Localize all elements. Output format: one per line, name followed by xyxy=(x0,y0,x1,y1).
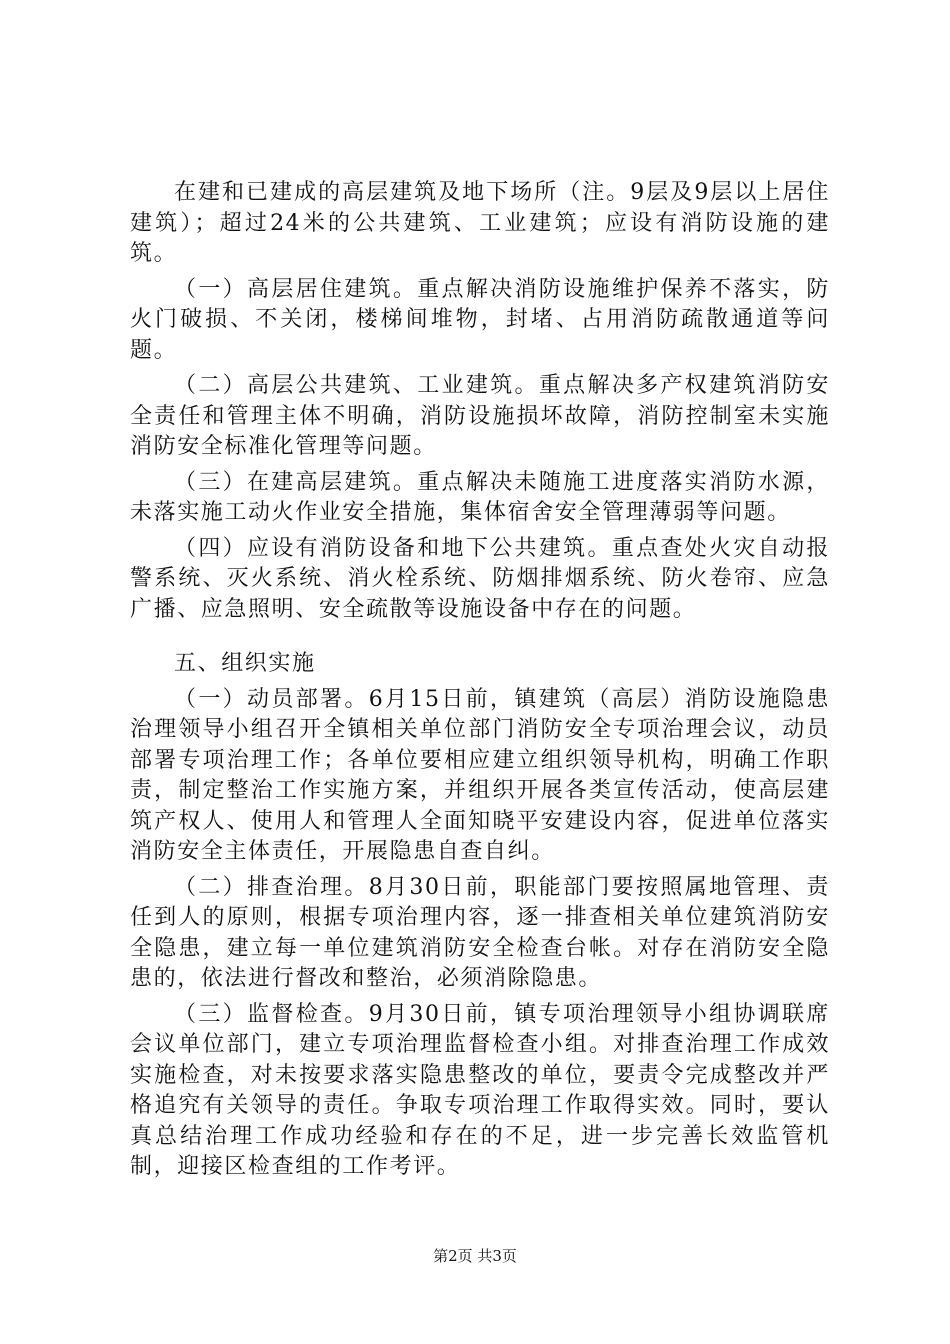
section-paragraph-3: （三）监督检查。9月30日前，镇专项治理领导小组协调联席会议单位部门，建立专项治理监督检查小组。对排查治理工作成效实施检查，对未按要求落实隐患整改的单位，要责令完成整改并严格追究有关领导的责任。争取专项治理工作取得实效。同时，要认真总结治理工作成功经验和存在的不足，进一步完善长效监管机制，迎接区检查组的工作考评。 xyxy=(130,1001,830,1179)
paragraph-item-4: （四）应设有消防设备和地下公共建筑。重点查处火灾自动报警系统、灭火系统、消火栓系统、防烟排烟系统、防火卷帘、应急广播、应急照明、安全疏散等设施设备中存在的问题。 xyxy=(130,535,830,622)
document-body xyxy=(130,178,830,1188)
section-heading: 五、组织实施 xyxy=(174,651,316,676)
section-paragraph-1: （一）动员部署。6月15日前，镇建筑（高层）消防设施隐患治理领导小组召开全镇相关单位部门消防安全专项治理会议，动员部署专项治理工作；各单位要相应建立组织领导机构，明确工作职责，制定整治工作实施方案，并组织开展各类宣传活动，使高层建筑产权人、使用人和管理人全面知晓平安建设内容，促进单位落实消防安全主体责任，开展隐患自查自纠。 xyxy=(130,686,830,864)
page-number-footer: 第2页 共3页 xyxy=(433,1247,517,1265)
paragraph-item-2: （二）高层公共建筑、工业建筑。重点解决多产权建筑消防安全责任和管理主体不明确，消防设施损坏故障，消防控制室未实施消防安全标准化管理等问题。 xyxy=(130,373,830,459)
paragraph-scope: 在建和已建成的高层建筑及地下场所（注。9层及9层以上居住建筑）；超过24米的公共建筑、工业建筑；应设有消防设施的建筑。 xyxy=(130,180,830,266)
section-paragraph-2: （二）排查治理。8月30日前，职能部门要按照属地管理、责任到人的原则，根据专项治理内容，逐一排查相关单位建筑消防安全隐患，建立每一单位建筑消防安全检查台帐。对存在消防安全隐患的，依法进行督改和整治，必须消除隐患。 xyxy=(130,874,830,991)
paragraph-item-3: （三）在建高层建筑。重点解决未随施工进度落实消防水源，未落实施工动火作业安全措施，集体宿舍安全管理薄弱等问题。 xyxy=(130,469,830,525)
paragraph-item-1: （一）高层居住建筑。重点解决消防设施维护保养不落实，防火门破损、不关闭，楼梯间堆物，封堵、占用消防疏散通道等问题。 xyxy=(130,276,830,363)
